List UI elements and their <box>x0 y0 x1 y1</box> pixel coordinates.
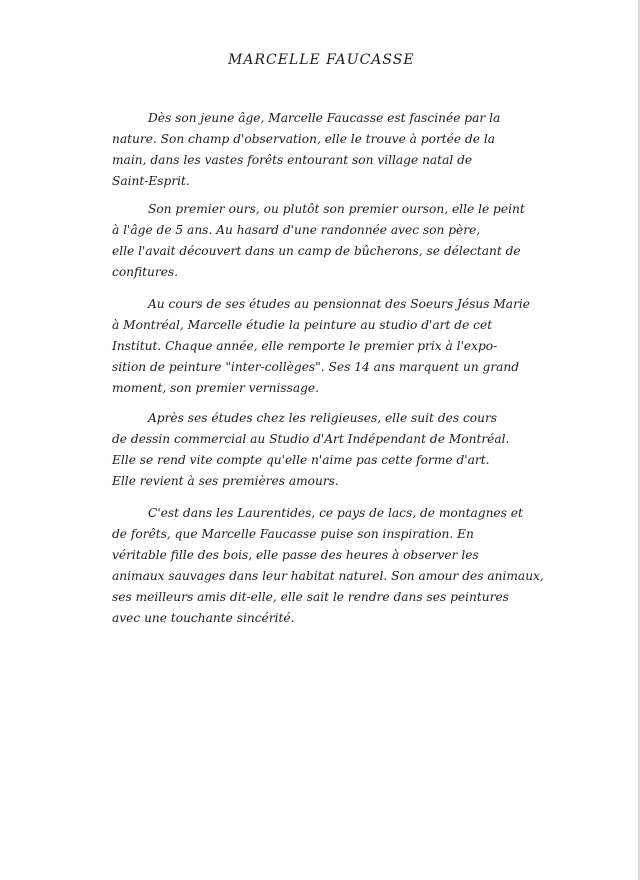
text-line: de dessin commercial au Studio d'Art Indépendant de Montréal. <box>112 432 510 446</box>
text-line: Saint-Esprit. <box>112 174 190 188</box>
text-line: avec une touchante sincérité. <box>112 611 295 625</box>
text-line: animaux sauvages dans leur habitat naturel. Son amour des animaux, <box>112 569 544 583</box>
text-line: ses meilleurs amis dit-elle, elle sait le rendre dans ses peintures <box>112 590 509 604</box>
text-line: main, dans les vastes forêts entourant son village natal de <box>112 153 473 167</box>
text-line: à Montréal, Marcelle étudie la peinture au studio d'art de cet <box>112 318 493 332</box>
text-line: C'est dans les Laurentides, ce pays de lacs, de montagnes et <box>148 506 523 520</box>
text-line: Institut. Chaque année, elle remporte le premier prix à l'expo- <box>112 339 498 353</box>
text-line: Elle revient à ses premières amours. <box>112 474 339 488</box>
text-line: moment, son premier vernissage. <box>112 381 320 395</box>
text-line: sition de peinture "inter-collèges". Ses 14 ans marquent un grand <box>112 360 520 374</box>
text-line: elle l'avait découvert dans un camp de bûcherons, se délectant de <box>112 244 521 258</box>
text-line: de forêts, que Marcelle Faucasse puise son inspiration. En <box>112 527 474 541</box>
text-line: nature. Son champ d'observation, elle le trouve à portée de la <box>112 132 496 146</box>
text-line: Elle se rend vite compte qu'elle n'aime pas cette forme d'art. <box>112 453 490 467</box>
text-line: véritable fille des bois, elle passe des heures à observer les <box>112 548 479 562</box>
text-line: Dès son jeune âge, Marcelle Faucasse est fascinée par la <box>148 111 501 125</box>
document-title: MARCELLE FAUCASSE <box>228 52 415 68</box>
text-line: Après ses études chez les religieuses, elle suit des cours <box>148 411 498 425</box>
text-line: confitures. <box>112 265 179 279</box>
text-line: Son premier ours, ou plutôt son premier ourson, elle le peint <box>148 202 525 216</box>
text-line: à l'âge de 5 ans. Au hasard d'une randonnée avec son père, <box>112 223 481 237</box>
text-line: Au cours de ses études au pensionnat des Soeurs Jésus Marie <box>148 297 531 311</box>
